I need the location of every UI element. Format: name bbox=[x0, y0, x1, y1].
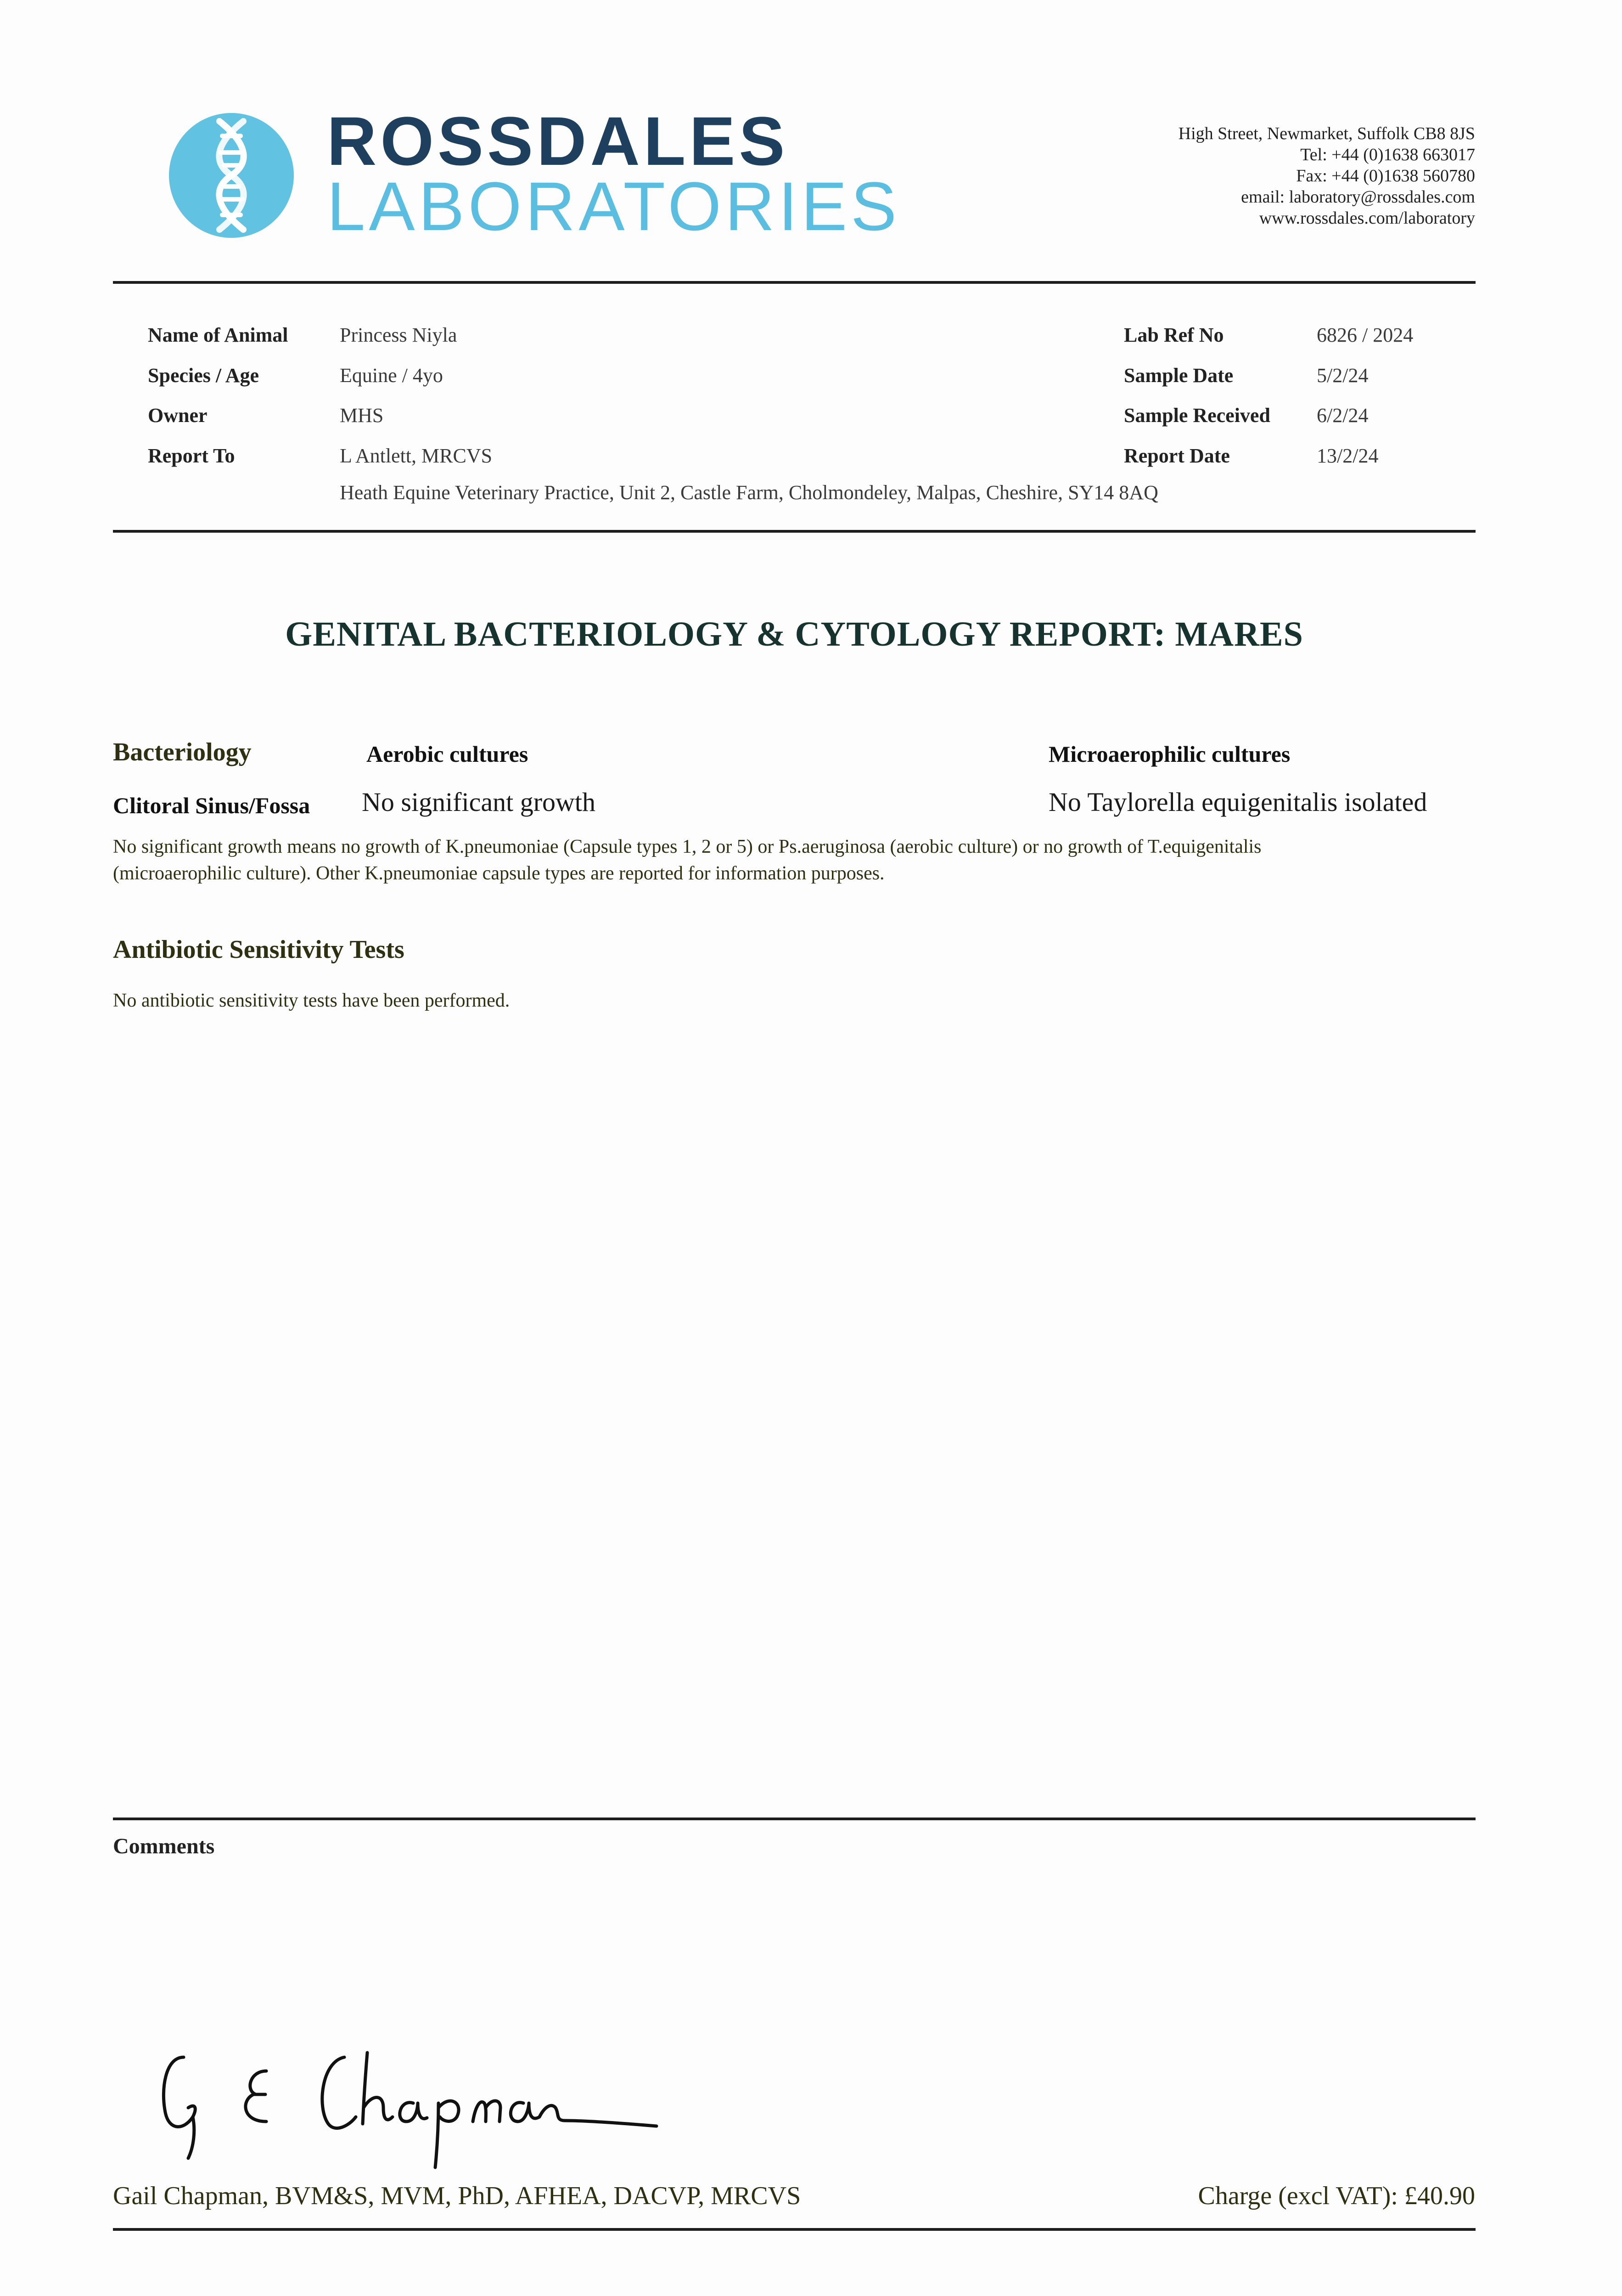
bacteriology-note bbox=[113, 833, 1476, 887]
sample-date-label: Sample Date bbox=[1124, 364, 1234, 387]
brand-name-line2: LABORATORIES bbox=[327, 168, 901, 245]
brand-name-line1: ROSSDALES bbox=[327, 102, 789, 180]
owner-value: MHS bbox=[340, 404, 384, 427]
report-title: GENITAL BACTERIOLOGY & CYTOLOGY REPORT: MARES bbox=[285, 615, 1303, 653]
sample-date-value: 5/2/24 bbox=[1317, 364, 1369, 387]
report-to-value: L Antlett, MRCVS bbox=[340, 445, 493, 467]
details-divider bbox=[113, 530, 1476, 533]
practice-address: Heath Equine Veterinary Practice, Unit 2, Castle Farm, Cholmondeley, Malpas, Cheshire, SY14 8AQ bbox=[340, 481, 1158, 504]
name-of-animal-value: Princess Niyla bbox=[340, 324, 457, 346]
antibiotic-heading: Antibiotic Sensitivity Tests bbox=[113, 935, 404, 964]
species-age-value: Equine / 4yo bbox=[340, 364, 443, 387]
logo bbox=[169, 113, 294, 238]
report-to-label: Report To bbox=[148, 445, 235, 467]
lab-ref-value: 6826 / 2024 bbox=[1317, 324, 1414, 346]
microaerophilic-result: No Taylorella equigenitalis isolated bbox=[1049, 787, 1427, 817]
report-date-value: 13/2/24 bbox=[1317, 445, 1379, 467]
name-of-animal-label: Name of Animal bbox=[148, 324, 288, 346]
bacteriology-note-line1: No significant growth means no growth of K.pneumoniae (Capsule types 1, 2 or 5) or Ps.aeruginosa (aerobic culture) or no growth of T.equigenitalis bbox=[113, 836, 1262, 857]
contact-email: email: laboratory@rossdales.com bbox=[1241, 187, 1475, 207]
aerobic-result: No significant growth bbox=[362, 787, 596, 817]
contact-block bbox=[970, 123, 1475, 229]
contact-tel: Tel: +44 (0)1638 663017 bbox=[1300, 145, 1475, 164]
footer-divider bbox=[113, 2228, 1476, 2231]
aerobic-cultures-header: Aerobic cultures bbox=[366, 741, 528, 767]
dna-icon bbox=[169, 113, 294, 238]
signature-image bbox=[152, 2039, 666, 2177]
contact-address: High Street, Newmarket, Suffolk CB8 8JS bbox=[1178, 124, 1475, 143]
lab-ref-label: Lab Ref No bbox=[1124, 324, 1224, 346]
microaerophilic-cultures-header: Microaerophilic cultures bbox=[1049, 741, 1291, 767]
comments-divider bbox=[113, 1818, 1476, 1820]
signatory-name: Gail Chapman, BVM&S, MVM, PhD, AFHEA, DACVP, MRCVS bbox=[113, 2182, 801, 2210]
species-age-label: Species / Age bbox=[148, 364, 259, 387]
sample-received-label: Sample Received bbox=[1124, 404, 1270, 427]
contact-fax: Fax: +44 (0)1638 560780 bbox=[1296, 166, 1475, 186]
header-divider bbox=[113, 281, 1476, 284]
bacteriology-note-line2: (microaerophilic culture). Other K.pneumoniae capsule types are reported for information purposes. bbox=[113, 863, 885, 884]
antibiotic-text: No antibiotic sensitivity tests have been performed. bbox=[113, 990, 510, 1011]
charge-amount: Charge (excl VAT): £40.90 bbox=[1198, 2182, 1475, 2210]
owner-label: Owner bbox=[148, 404, 208, 427]
sample-site-label: Clitoral Sinus/Fossa bbox=[113, 793, 310, 818]
contact-website: www.rossdales.com/laboratory bbox=[1259, 208, 1475, 228]
sample-received-value: 6/2/24 bbox=[1317, 404, 1369, 427]
comments-label: Comments bbox=[113, 1834, 215, 1858]
bacteriology-heading: Bacteriology bbox=[113, 738, 252, 766]
report-date-label: Report Date bbox=[1124, 445, 1230, 467]
